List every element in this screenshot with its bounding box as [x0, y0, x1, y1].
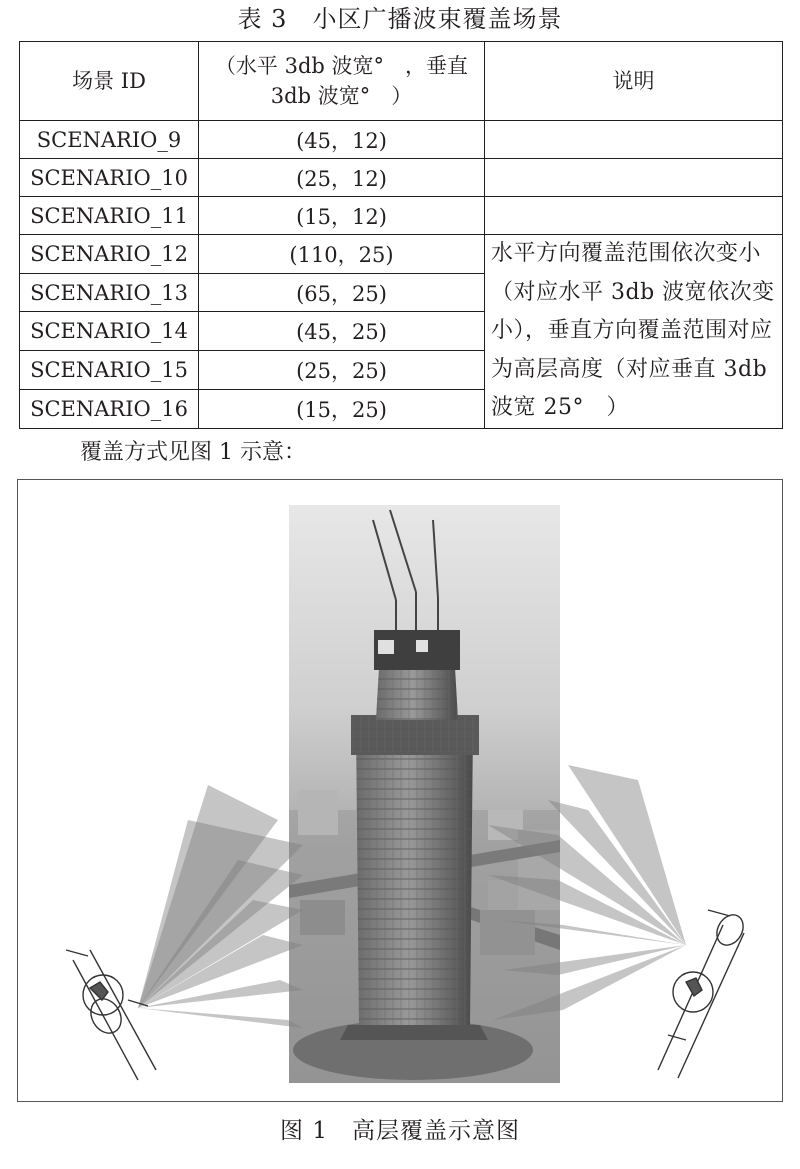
- description-note: 水平方向覆盖范围依次变小（对应水平 3db 波宽依次变小），垂直方向覆盖范围对应为高层高度（对应垂直 3db 波宽 25° ）: [485, 235, 783, 429]
- scenario-id-cell: SCENARIO_14: [20, 312, 199, 351]
- beam-width-cell: (65，25): [199, 273, 485, 312]
- figure-caption: 图 1 高层覆盖示意图: [280, 1118, 520, 1144]
- beam-width-cell: (25，12): [199, 159, 485, 197]
- table-row: [20, 121, 783, 159]
- beam-width-cell: (15，12): [199, 197, 485, 235]
- beam-width-cell: (25，25): [199, 351, 485, 390]
- beam-width-cell: (15，25): [199, 389, 485, 428]
- table-row: [20, 235, 783, 274]
- left-beam-fan: [138, 785, 303, 1028]
- table-row: [20, 159, 783, 197]
- building-photo: [289, 505, 560, 1083]
- beam-width-cell: (45，12): [199, 121, 485, 159]
- header-beam-width: （水平 3db 波宽° ，垂直 3db 波宽° ）: [199, 42, 485, 121]
- scenario-id-cell: SCENARIO_13: [20, 273, 199, 312]
- header-description: 说明: [485, 42, 783, 121]
- scenario-id-cell: SCENARIO_10: [20, 159, 199, 197]
- scenario-id-cell: SCENARIO_16: [20, 389, 199, 428]
- table-header-row: [20, 42, 783, 121]
- scenario-table: [19, 41, 783, 429]
- table-title: 表 3 小区广播波束覆盖场景: [237, 5, 563, 33]
- figure-frame: [17, 479, 783, 1102]
- beam-width-cell: (110，25): [199, 235, 485, 274]
- beam-width-cell: (45，25): [199, 312, 485, 351]
- description-cell: [485, 159, 783, 197]
- left-antenna-icon: [66, 950, 156, 1080]
- header-scenario-id: 场景 ID: [20, 42, 199, 121]
- scenario-id-cell: SCENARIO_9: [20, 121, 199, 159]
- coverage-figure: [18, 480, 782, 1101]
- intro-text: 覆盖方式见图 1 示意：: [80, 440, 306, 465]
- scenario-id-cell: SCENARIO_15: [20, 351, 199, 390]
- description-cell: [485, 121, 783, 159]
- table-row: [20, 197, 783, 235]
- description-cell: [485, 197, 783, 235]
- scenario-id-cell: SCENARIO_12: [20, 235, 199, 274]
- scenario-id-cell: SCENARIO_11: [20, 197, 199, 235]
